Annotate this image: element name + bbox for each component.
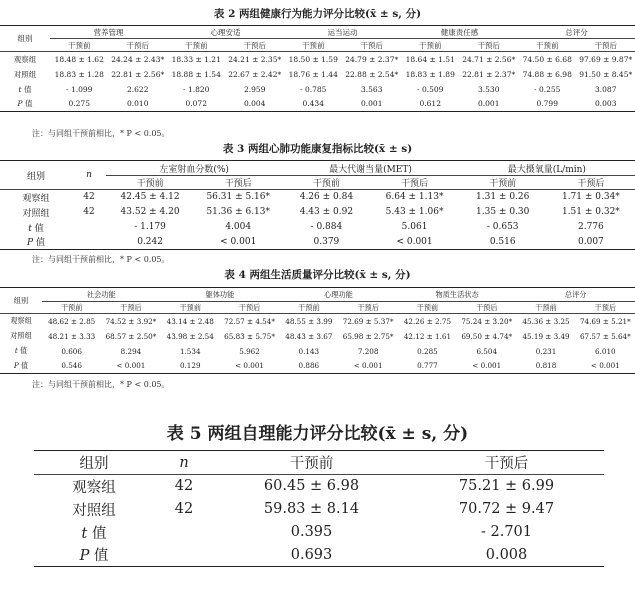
table-cell: 0.143	[298, 346, 320, 356]
table-cell: 75.21 ± 6.99	[458, 478, 555, 495]
sub-header: 干预前	[536, 40, 559, 50]
table-cell: 0.606	[61, 346, 82, 356]
table-cell: 22.81 ± 2.56*	[111, 69, 165, 79]
table-cell: 22.81 ± 2.37*	[462, 69, 516, 79]
table-cell: 69.50 ± 4.74*	[461, 331, 513, 341]
table-cell: 91.50 ± 8.45*	[579, 69, 633, 79]
table-cell: 0.001	[361, 99, 383, 109]
table-cell: 3.530	[478, 84, 500, 94]
sub-header: 干预后	[357, 302, 379, 312]
n-cell: 42	[83, 192, 95, 203]
table-2	[0, 6, 635, 138]
table-cell: 18.33 ± 1.21	[171, 54, 221, 64]
table-cell: 0.612	[419, 99, 441, 109]
sub-header: 干预前	[298, 302, 320, 312]
table-cell: 8.294	[120, 346, 142, 356]
table-cell: 0.004	[244, 99, 266, 109]
table-row	[0, 359, 635, 374]
column-header: 组别	[79, 456, 109, 472]
table-cell: 0.001	[478, 99, 500, 109]
table-cell: 0.777	[417, 361, 438, 371]
row-label: 观察组	[72, 479, 116, 496]
table-cell: 0.231	[535, 346, 557, 356]
n-cell	[72, 235, 106, 250]
table-cell: 68.57 ± 2.50*	[105, 331, 157, 341]
table-cell: < 0.001	[220, 236, 257, 247]
sub-header: 干预后	[243, 40, 266, 50]
table-cell: 0.010	[127, 99, 149, 109]
table-cell: 42.45 ± 4.12	[120, 192, 180, 203]
row-label: t 值	[18, 84, 32, 94]
table-cell: 0.003	[595, 99, 617, 109]
category-header: 心理功能	[279, 288, 398, 302]
table-cell: 3.563	[361, 84, 383, 94]
sub-header: 干预前	[185, 40, 208, 50]
table-cell: 0.818	[535, 361, 557, 371]
table-cell: 24.24 ± 2.43*	[111, 54, 165, 64]
row-label: 对照组	[10, 331, 32, 340]
table-row	[0, 190, 635, 205]
category-header: 健康责任感	[401, 26, 518, 39]
sub-header: 干预后	[477, 40, 500, 50]
table-5	[0, 420, 635, 567]
table-4	[0, 267, 635, 389]
table-cell: 24.71 ± 2.56*	[462, 54, 516, 64]
row-label: t 值	[14, 346, 28, 355]
row-label: 对照组	[13, 69, 37, 79]
table-cell: 65.98 ± 2.75*	[342, 331, 394, 341]
sub-header: 干预后	[577, 179, 605, 189]
column-header: n	[179, 454, 189, 471]
category-header: 运当运动	[284, 26, 401, 39]
table-cell: 0.886	[298, 361, 320, 371]
n-cell: 42	[174, 478, 194, 495]
table-cell: - 1.179	[134, 222, 166, 232]
table-cell: 51.36 ± 6.13*	[206, 207, 271, 217]
table-5-title: 表 5 两组自理能力评分比较(x̄ ± s, 分)	[166, 424, 469, 444]
table-cell: 0.693	[290, 546, 333, 563]
table-cell: - 0.509	[417, 84, 444, 94]
table-cell: 18.48 ± 1.62	[54, 54, 104, 64]
table-cell: 67.57 ± 5.64*	[579, 331, 631, 341]
table-cell: < 0.001	[396, 236, 433, 247]
table-row	[34, 498, 604, 521]
sub-header: 干预前	[419, 40, 442, 50]
table-cell: 2.622	[127, 84, 149, 94]
category-header: 社会功能	[42, 288, 161, 302]
table-3-note: 注：与同组干预前相比，* P < 0.05。	[32, 255, 170, 264]
table-cell: 60.45 ± 6.98	[263, 478, 360, 495]
table-3-title: 表 3 两组心肺功能康复指标比较(x̄ ± s)	[222, 143, 413, 155]
table-cell: 0.129	[179, 361, 201, 371]
table-cell: < 0.001	[116, 361, 146, 371]
table-cell: 5.962	[239, 346, 260, 356]
table-4-note: 注：与同组干预前相比，* P < 0.05。	[32, 380, 170, 389]
table-4-grid	[0, 287, 635, 374]
table-2-title: 表 2 两组健康行为能力评分比较(x̄ ± s, 分)	[213, 8, 422, 20]
table-row	[0, 314, 635, 329]
row-label: P 值	[17, 99, 33, 109]
row-label: 观察组	[10, 316, 32, 326]
table-cell: 43.14 ± 2.48	[166, 316, 214, 326]
n-cell: 42	[174, 501, 194, 517]
table-cell: - 1.099	[66, 84, 93, 94]
table-2-note: 注：与同组干预前相比，* P < 0.05。	[32, 129, 170, 138]
table-cell: 45.19 ± 3.49	[522, 331, 570, 341]
table-cell: 0.242	[137, 236, 163, 247]
n-cell: 42	[83, 207, 95, 217]
table-cell: 1.534	[179, 346, 201, 356]
sub-header: 干预后	[401, 179, 429, 189]
table-row	[0, 329, 635, 344]
table-cell: 4.004	[225, 222, 252, 232]
row-label: t 值	[28, 223, 44, 234]
table-cell: 4.43 ± 0.92	[299, 207, 354, 217]
table-cell: 48.62 ± 2.85	[48, 316, 96, 326]
table-cell: - 0.884	[310, 222, 343, 232]
column-header: 干预后	[484, 456, 529, 472]
sub-header: 干预后	[238, 302, 261, 312]
table-row	[0, 97, 635, 112]
sub-header: 干预前	[179, 302, 202, 312]
table-4-title: 表 4 两组生活质量评分比较(x̄ ± s, 分)	[224, 269, 411, 281]
table-cell: 0.275	[68, 99, 90, 109]
table-cell: 6.64 ± 1.13*	[385, 192, 444, 203]
group-header: 组别	[0, 288, 42, 314]
table-2-grid	[0, 25, 635, 112]
table-cell: 74.88 ± 6.98	[522, 69, 572, 79]
sub-header: 干预后	[224, 179, 252, 189]
table-cell: < 0.001	[353, 361, 383, 371]
table-cell: 59.83 ± 8.14	[263, 501, 360, 517]
table-cell: 74.52 ± 3.92*	[105, 316, 157, 326]
sub-header: 干预后	[120, 302, 142, 312]
table-cell: 4.26 ± 0.84	[299, 192, 354, 203]
table-cell: 2.776	[578, 222, 604, 232]
table-cell: 0.008	[485, 546, 528, 563]
table-cell: 24.21 ± 2.35*	[228, 54, 282, 64]
table-cell: 18.64 ± 1.51	[405, 54, 455, 64]
table-cell: - 0.785	[300, 84, 327, 94]
table-cell: 43.52 ± 4.20	[120, 207, 180, 217]
table-cell: 6.504	[476, 346, 498, 356]
sub-header: 干预前	[416, 302, 439, 312]
sub-header: 干预前	[535, 302, 557, 312]
table-cell: 45.36 ± 3.25	[522, 316, 570, 326]
table-cell: 22.67 ± 2.42*	[228, 69, 282, 79]
n-cell	[72, 220, 106, 235]
table-row	[0, 235, 635, 250]
table-cell: 18.88 ± 1.54	[171, 69, 221, 79]
table-cell: < 0.001	[590, 361, 620, 371]
table-cell: 1.31 ± 0.26	[476, 192, 530, 203]
row-label: 观察组	[22, 193, 50, 204]
table-cell: < 0.001	[235, 361, 264, 371]
sub-header: 干预后	[126, 40, 149, 50]
table-cell: 43.98 ± 2.54	[166, 331, 214, 341]
sub-header: 干预前	[60, 302, 83, 312]
table-row	[0, 220, 635, 235]
table-cell: - 0.653	[486, 222, 519, 232]
table-cell: 42.12 ± 1.61	[403, 331, 452, 341]
table-cell: 18.83 ± 1.28	[54, 69, 104, 79]
table-row	[0, 82, 635, 97]
table-cell: 70.72 ± 9.47	[458, 501, 555, 517]
table-cell: 74.50 ± 6.68	[522, 54, 572, 64]
table-row	[0, 205, 635, 220]
table-5-grid	[34, 450, 604, 567]
table-cell: 5.061	[401, 222, 428, 232]
table-row	[0, 67, 635, 82]
sub-header: 干预后	[475, 302, 498, 312]
category-header: 最大代谢当量(MET)	[282, 161, 458, 176]
table-cell: 0.434	[302, 99, 324, 109]
n-header: n	[72, 161, 106, 190]
row-label: 对照组	[22, 208, 50, 219]
table-cell: 5.43 ± 1.06*	[385, 207, 444, 217]
table-cell: 0.007	[578, 236, 604, 247]
table-cell: - 2.701	[480, 524, 533, 540]
table-cell: 3.087	[595, 84, 617, 94]
sub-header: 干预前	[312, 179, 340, 189]
table-3	[0, 141, 635, 264]
row-label: 观察组	[13, 54, 37, 64]
n-cell	[154, 544, 214, 567]
group-header: 组别	[0, 26, 50, 52]
table-cell: 24.79 ± 2.37*	[345, 54, 399, 64]
table-cell: 0.379	[313, 236, 340, 247]
table-cell: 72.69 ± 5.37*	[342, 316, 394, 326]
row-label: t 值	[81, 525, 107, 542]
table-cell: 18.50 ± 1.59	[288, 54, 338, 64]
table-cell: 18.76 ± 1.44	[288, 69, 338, 79]
table-row	[0, 344, 635, 359]
table-cell: 56.31 ± 5.16*	[206, 192, 271, 203]
table-cell: 1.51 ± 0.32*	[561, 207, 620, 217]
table-cell: 7.208	[357, 346, 379, 356]
category-header: 最大摄氧量(L/min)	[459, 161, 635, 176]
table-row	[34, 544, 604, 567]
category-header: 心理安适	[167, 26, 284, 39]
table-cell: - 0.255	[534, 84, 561, 94]
sub-header: 干预后	[594, 302, 617, 312]
table-cell: 97.69 ± 9.87*	[579, 54, 633, 64]
sub-header: 干预前	[302, 40, 325, 50]
sub-header: 干预前	[136, 179, 164, 189]
row-label: P 值	[27, 238, 45, 249]
table-cell: 6.010	[595, 346, 616, 356]
table-cell: 0.516	[489, 236, 516, 247]
category-header: 躯体功能	[161, 288, 280, 302]
table-cell: 74.69 ± 5.21*	[579, 316, 631, 326]
table-cell: 48.21 ± 3.33	[48, 331, 96, 341]
table-cell: 75.24 ± 3.20*	[461, 316, 513, 326]
column-header: 干预前	[289, 456, 334, 472]
table-cell: 2.959	[244, 84, 266, 94]
table-cell: 48.55 ± 3.99	[285, 316, 333, 326]
table-3-grid	[0, 160, 635, 250]
table-row	[34, 521, 604, 544]
table-cell: 65.83 ± 5.75*	[224, 331, 275, 341]
table-cell: 1.71 ± 0.34*	[561, 192, 620, 203]
category-header: 总评分	[516, 288, 635, 302]
category-header: 营养管理	[50, 26, 167, 39]
sub-header: 干预后	[360, 40, 383, 50]
table-cell: 0.285	[417, 346, 438, 356]
sub-header: 干预后	[594, 40, 617, 50]
row-label: P 值	[79, 548, 109, 565]
table-cell: 22.88 ± 2.54*	[345, 69, 399, 79]
row-label: 对照组	[72, 502, 116, 519]
n-cell	[154, 521, 214, 544]
table-cell: < 0.001	[472, 361, 502, 371]
sub-header: 干预前	[68, 40, 91, 50]
group-header: 组别	[0, 161, 72, 190]
table-cell: 1.35 ± 0.30	[476, 207, 530, 217]
category-header: 物质生活状态	[398, 288, 517, 302]
table-cell: 0.072	[185, 99, 207, 109]
table-cell: 0.395	[290, 524, 333, 540]
table-cell: 48.43 ± 3.67	[285, 331, 333, 341]
category-header: 左室射血分数(%)	[106, 161, 282, 176]
table-cell: 18.83 ± 1.89	[405, 69, 455, 79]
table-row	[0, 52, 635, 67]
table-cell: 0.799	[536, 99, 558, 109]
row-label: P 值	[13, 360, 29, 370]
table-row	[34, 475, 604, 498]
table-cell: 0.546	[61, 361, 82, 371]
table-cell: - 1.820	[183, 84, 210, 94]
table-cell: 72.57 ± 4.54*	[224, 316, 275, 326]
table-cell: 42.26 ± 2.75	[403, 316, 452, 326]
sub-header: 干预前	[489, 179, 517, 189]
category-header: 总评分	[518, 26, 635, 39]
